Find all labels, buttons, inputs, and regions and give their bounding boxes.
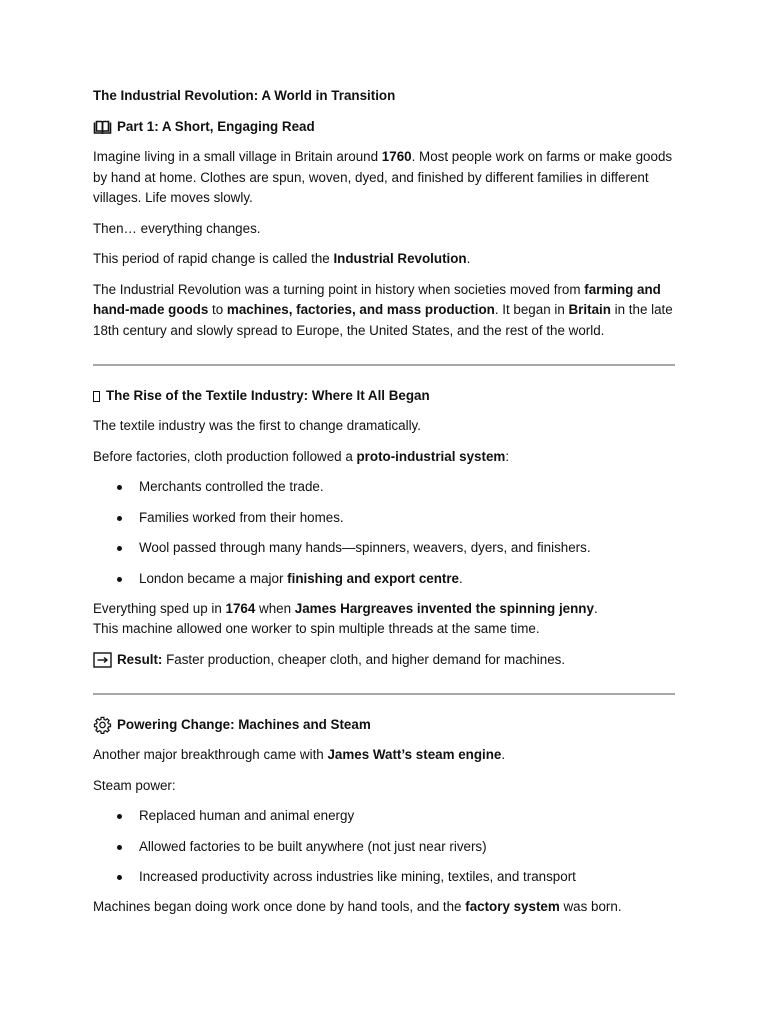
steam-heading <box>93 715 675 735</box>
part1-paragraph-2: Then… everything changes. <box>93 220 261 236</box>
list-item: Merchants controlled the trade. <box>93 477 675 497</box>
part1-heading-text: Part 1: A Short, Engaging Read <box>117 119 315 134</box>
textile-paragraph-1: The textile industry was the first to change dramatically. <box>93 418 421 433</box>
textile-result <box>93 650 675 671</box>
missing-glyph-icon <box>93 391 100 402</box>
list-item: Allowed factories to be built anywhere (not just near rivers) <box>93 837 675 857</box>
part1-paragraph-4: The Industrial Revolution was a turning point in history when societies moved from farming and hand-made goods to machines, factories, and mass production. It began in Britain in the late 18th century and slowly spread to Europe, the United States, and the rest of the world. <box>93 281 673 338</box>
textile-bullet-list <box>93 477 675 589</box>
part1-paragraph-1: Imagine living in a small village in Britain around 1760. Most people work on farms or make goods by hand at home. Clothes are spun, woven, dyed, and finished by different families in different villages. Life moves slowly. <box>93 149 673 205</box>
steam-bullet-list <box>93 806 675 887</box>
right-arrow-box-icon <box>93 652 112 668</box>
list-item: Increased productivity across industries like mining, textiles, and transport <box>93 867 675 887</box>
section-divider-2 <box>93 693 675 695</box>
gear-icon <box>93 716 112 734</box>
document-title: The Industrial Revolution: A World in Transition <box>93 88 396 103</box>
section-divider-1 <box>93 364 675 366</box>
list-item: Replaced human and animal energy <box>93 806 675 826</box>
steam-heading-text: Powering Change: Machines and Steam <box>117 717 371 732</box>
textile-heading <box>93 386 675 406</box>
list-item: Wool passed through many hands—spinners, weavers, dyers, and finishers. <box>93 538 675 558</box>
open-book-icon <box>93 120 112 135</box>
result-label: Result: <box>117 651 163 667</box>
textile-heading-text: The Rise of the Textile Industry: Where It All Began <box>106 388 430 403</box>
textile-paragraph-3: Everything sped up in 1764 when James Hargreaves invented the spinning jenny. <box>93 600 598 616</box>
steam-paragraph-1: Another major breakthrough came with James Watt’s steam engine. <box>93 747 506 762</box>
result-text: Faster production, cheaper cloth, and higher demand for machines. <box>162 651 566 667</box>
part1-heading <box>93 117 675 137</box>
textile-paragraph-2: Before factories, cloth production followed a proto-industrial system: <box>93 448 510 464</box>
textile-paragraph-4: This machine allowed one worker to spin multiple threads at the same time. <box>93 621 540 636</box>
part1-paragraph-3: This period of rapid change is called the Industrial Revolution. <box>93 251 471 266</box>
steam-paragraph-2: Steam power: <box>93 777 176 793</box>
steam-paragraph-3: Machines began doing work once done by hand tools, and the factory system was born. <box>93 899 622 914</box>
list-item: Families worked from their homes. <box>93 508 675 528</box>
list-item: London became a major finishing and export centre. <box>93 569 675 589</box>
document-body <box>93 86 675 928</box>
